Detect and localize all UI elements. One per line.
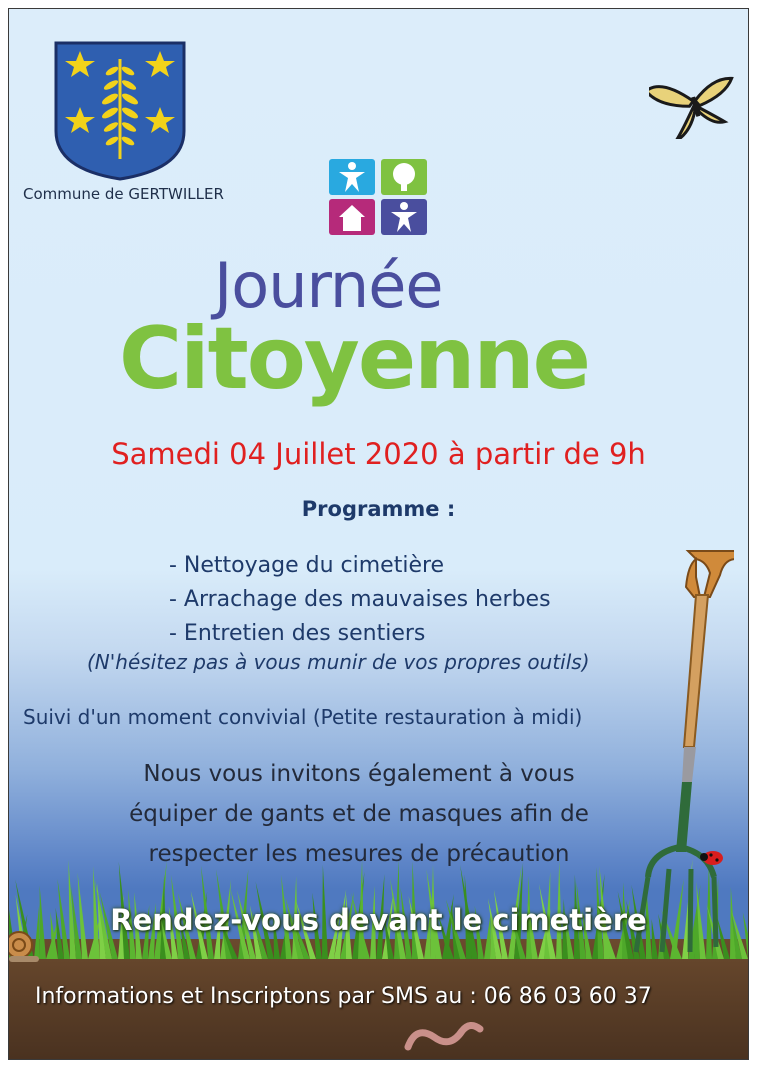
programme-item: - Arrachage des mauvaises herbes [169, 587, 551, 612]
contact-info: Informations et Inscriptons par SMS au : 06 86 03 60 37 [35, 984, 652, 1009]
commune-name: Commune de GERTWILLER [23, 185, 224, 203]
invite-line: respecter les mesures de précaution [148, 841, 570, 867]
programme-item: - Nettoyage du cimetière [169, 553, 445, 578]
invite-text [69, 754, 649, 874]
tools-hint: (N'hésitez pas à vous munir de vos propres outils) [87, 650, 590, 674]
title-citoyenne: Citoyenne [119, 309, 589, 409]
coat-of-arms-icon [54, 41, 186, 181]
invite-line: équiper de gants et de masques afin de [129, 801, 589, 827]
title-journee: Journée [214, 249, 443, 322]
worm-icon [404, 1017, 484, 1057]
poster [8, 8, 749, 1060]
programme-heading: Programme : [301, 497, 456, 521]
meeting-point: Rendez-vous devant le cimetière [110, 903, 647, 937]
ladybug-icon [699, 847, 725, 867]
programme-item: - Entretien des sentiers [169, 621, 426, 646]
programme-list [169, 549, 551, 651]
butterfly-icon [649, 69, 739, 139]
citizen-logo-icon [329, 159, 429, 235]
suivi-text: Suivi d'un moment convivial (Petite restauration à midi) [23, 705, 583, 729]
event-date: Samedi 04 Juillet 2020 à partir de 9h [111, 437, 646, 471]
invite-line: Nous vous invitons également à vous [143, 761, 575, 787]
